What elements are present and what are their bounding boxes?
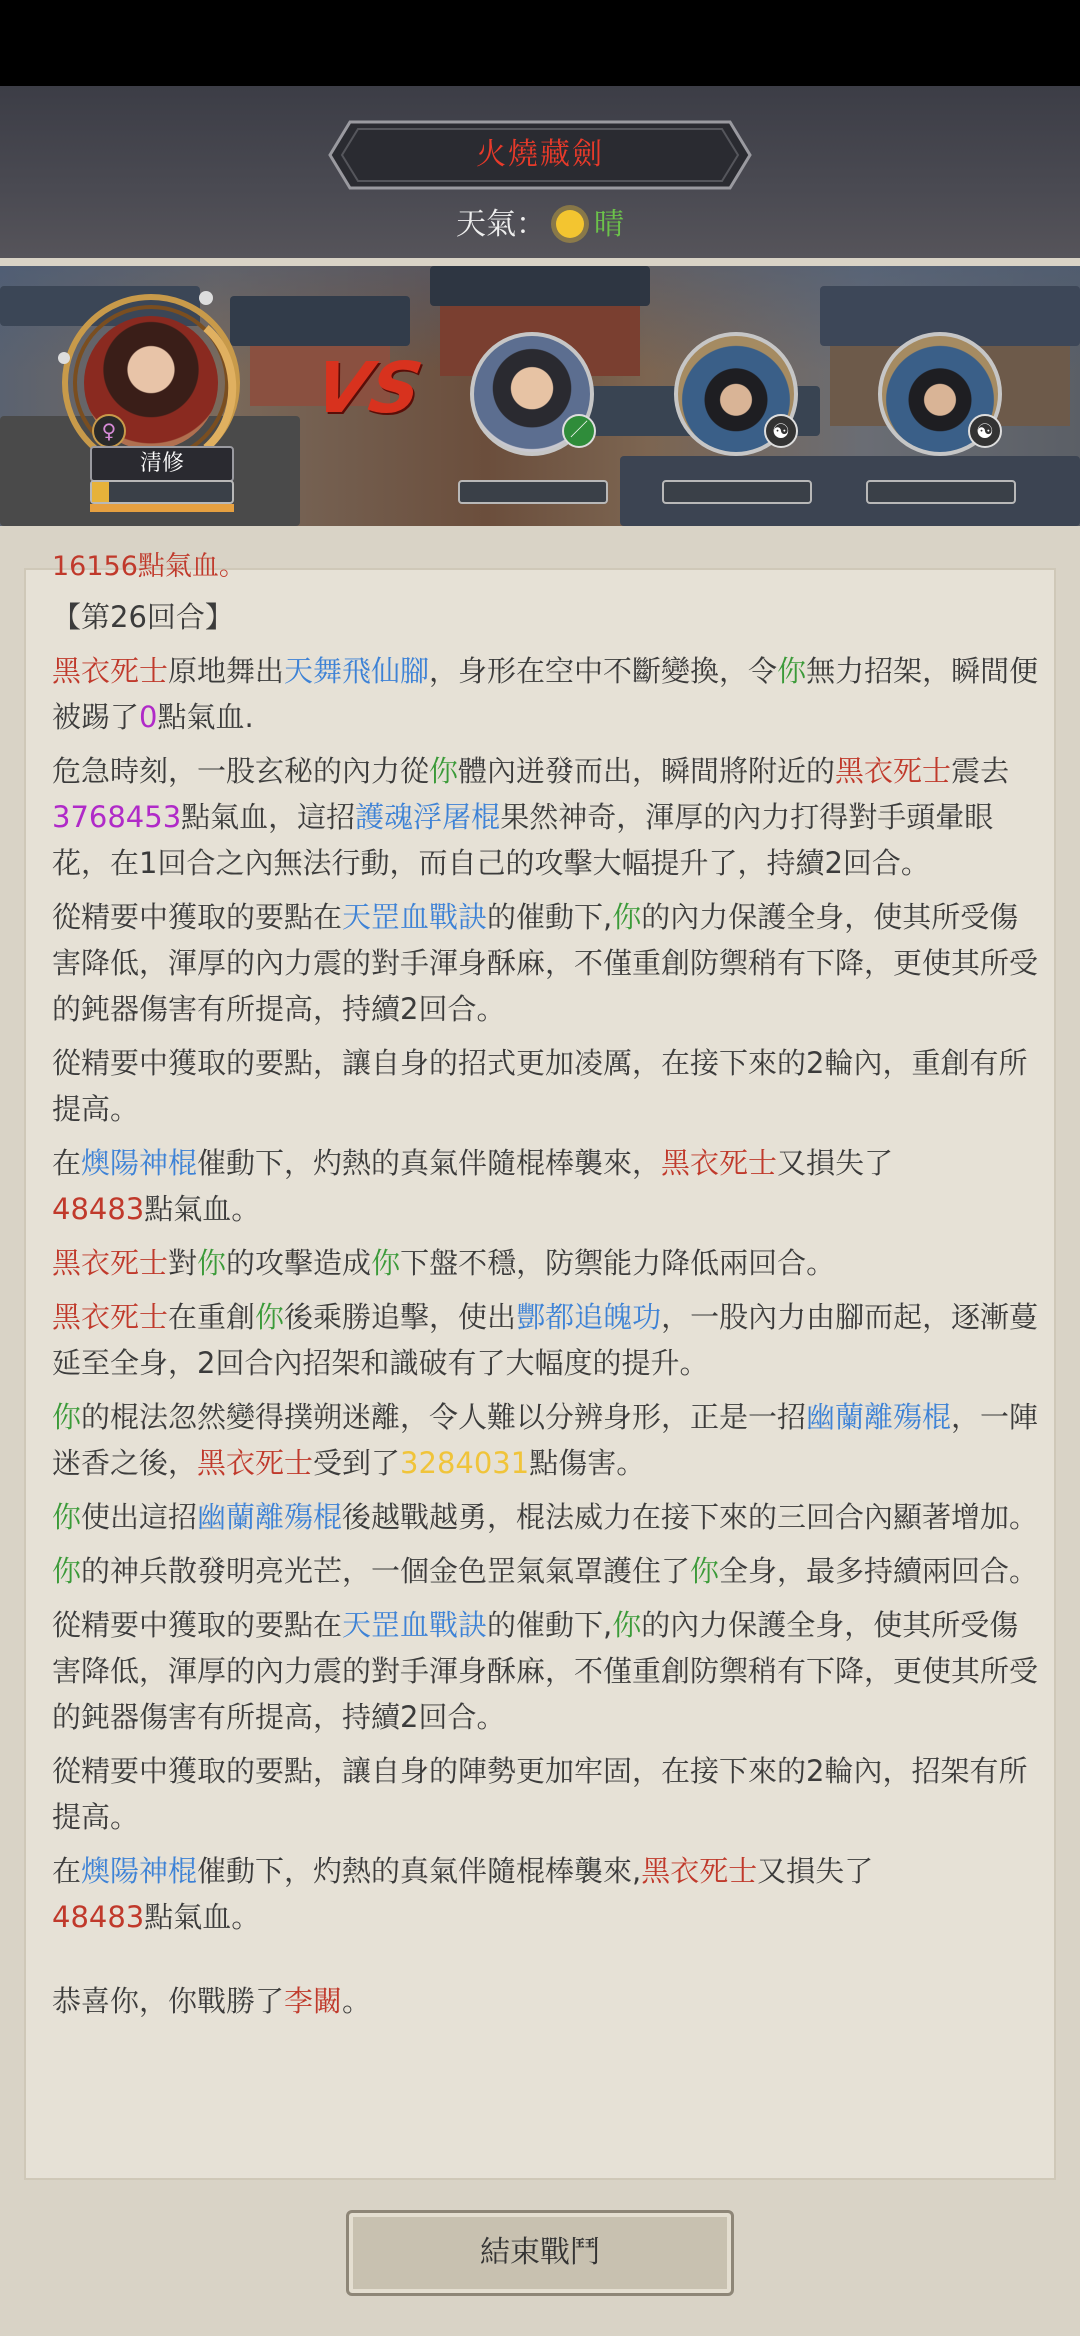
yin-yang-icon: ☯ — [764, 414, 798, 448]
round-header: 【第26回合】 — [52, 600, 234, 634]
battle-scene — [0, 266, 1080, 526]
log-entry: 在燠陽神棍催動下，灼熱的真氣伴隨棍棒襲來,黑衣死士又損失了 48483點氣血。 — [52, 1854, 874, 1934]
log-entry: 從精要中獲取的要點，讓自身的陣勢更加牢固，在接下來的2輪內，招架有所提高。 — [52, 1754, 1028, 1834]
log-entry: 你的棍法忽然變得撲朔迷離，令人難以分辨身形，正是一招幽蘭離殤棍，一陣迷香之後，黑衣死士受到了3284031點傷害。 — [52, 1400, 1039, 1480]
vs-emblem: VS — [308, 347, 428, 429]
player-hp-bar — [90, 480, 234, 504]
weather-label: 天氣： — [456, 207, 546, 242]
gender-female-icon: ♀ — [92, 414, 126, 448]
log-entry: 從精要中獲取的要點在天罡血戰訣的催動下,你的內力保護全身，使其所受傷害降低，渾厚的內力震的對手渾身酥麻，不僅重創防禦稍有下降，更使其所受的鈍器傷害有所提高，持續2回合。 — [52, 900, 1039, 1026]
log-entry: 你的神兵散發明亮光芒，一個金色罡氣氣罩護住了你全身，最多持續兩回合。 — [52, 1554, 1039, 1588]
end-battle-button[interactable]: 結束戰鬥 — [346, 2210, 734, 2296]
log-cut-line: 16156點氣血。 — [52, 551, 246, 582]
weather-value: 晴 — [594, 207, 624, 242]
enemy-1-hp-bar — [458, 480, 608, 504]
log-entry: 在燠陽神棍催動下，灼熱的真氣伴隨棍棒襲來，黑衣死士又損失了 48483點氣血。 — [52, 1146, 894, 1226]
enemy-3-hp-bar — [866, 480, 1016, 504]
battle-header — [0, 86, 1080, 258]
yin-yang-icon: ☯ — [968, 414, 1002, 448]
log-entry: 從精要中獲取的要點在天罡血戰訣的催動下,你的內力保護全身，使其所受傷害降低，渾厚的內力震的對手渾身酥麻，不僅重創防禦稍有下降，更使其所受的鈍器傷害有所提高，持續2回合。 — [52, 1608, 1039, 1734]
battle-log[interactable] — [24, 551, 1056, 2180]
battle-title: 火燒藏劍 — [476, 137, 604, 172]
log-entry: 從精要中獲取的要點，讓自身的招式更加凌厲，在接下來的2輪內，重創有所提高。 — [52, 1046, 1028, 1126]
enemy-2-hp-bar — [662, 480, 812, 504]
sword-class-icon: ／ — [562, 414, 596, 448]
player-name-plate — [90, 446, 234, 482]
victory-message: 恭喜你，你戰勝了李闞。 — [52, 1984, 372, 2018]
player-mp-bar — [90, 504, 234, 512]
status-bar — [0, 0, 1080, 86]
log-entry: 黑衣死士在重創你後乘勝追擊，使出酆都追魄功，一股內力由腳而起，逐漸蔓延至全身，2回合內招架和識破有了大幅度的提升。 — [52, 1300, 1039, 1380]
player-name: 清修 — [139, 451, 184, 476]
weather-indicator — [0, 202, 1080, 248]
log-entry: 黑衣死士原地舞出天舞飛仙腳，身形在空中不斷變換，令你無力招架，瞬間便被踢了0點氣血. — [52, 654, 1039, 734]
sun-icon — [556, 210, 584, 238]
log-entry: 黑衣死士對你的攻擊造成你下盤不穩，防禦能力降低兩回合。 — [52, 1246, 836, 1280]
log-entry: 你使出這招幽蘭離殤棍後越戰越勇，棍法威力在接下來的三回合內顯著增加。 — [52, 1500, 1039, 1534]
title-plate — [328, 120, 752, 190]
log-entry: 危急時刻，一股玄秘的內力從你體內迸發而出，瞬間將附近的黑衣死士震去3768453點氣血，這招護魂浮屠棍果然神奇，渾厚的內力打得對手頭暈眼花，在1回合之內無法行動，而自己的攻擊大幅提升了，持續2回合。 — [52, 754, 1010, 880]
